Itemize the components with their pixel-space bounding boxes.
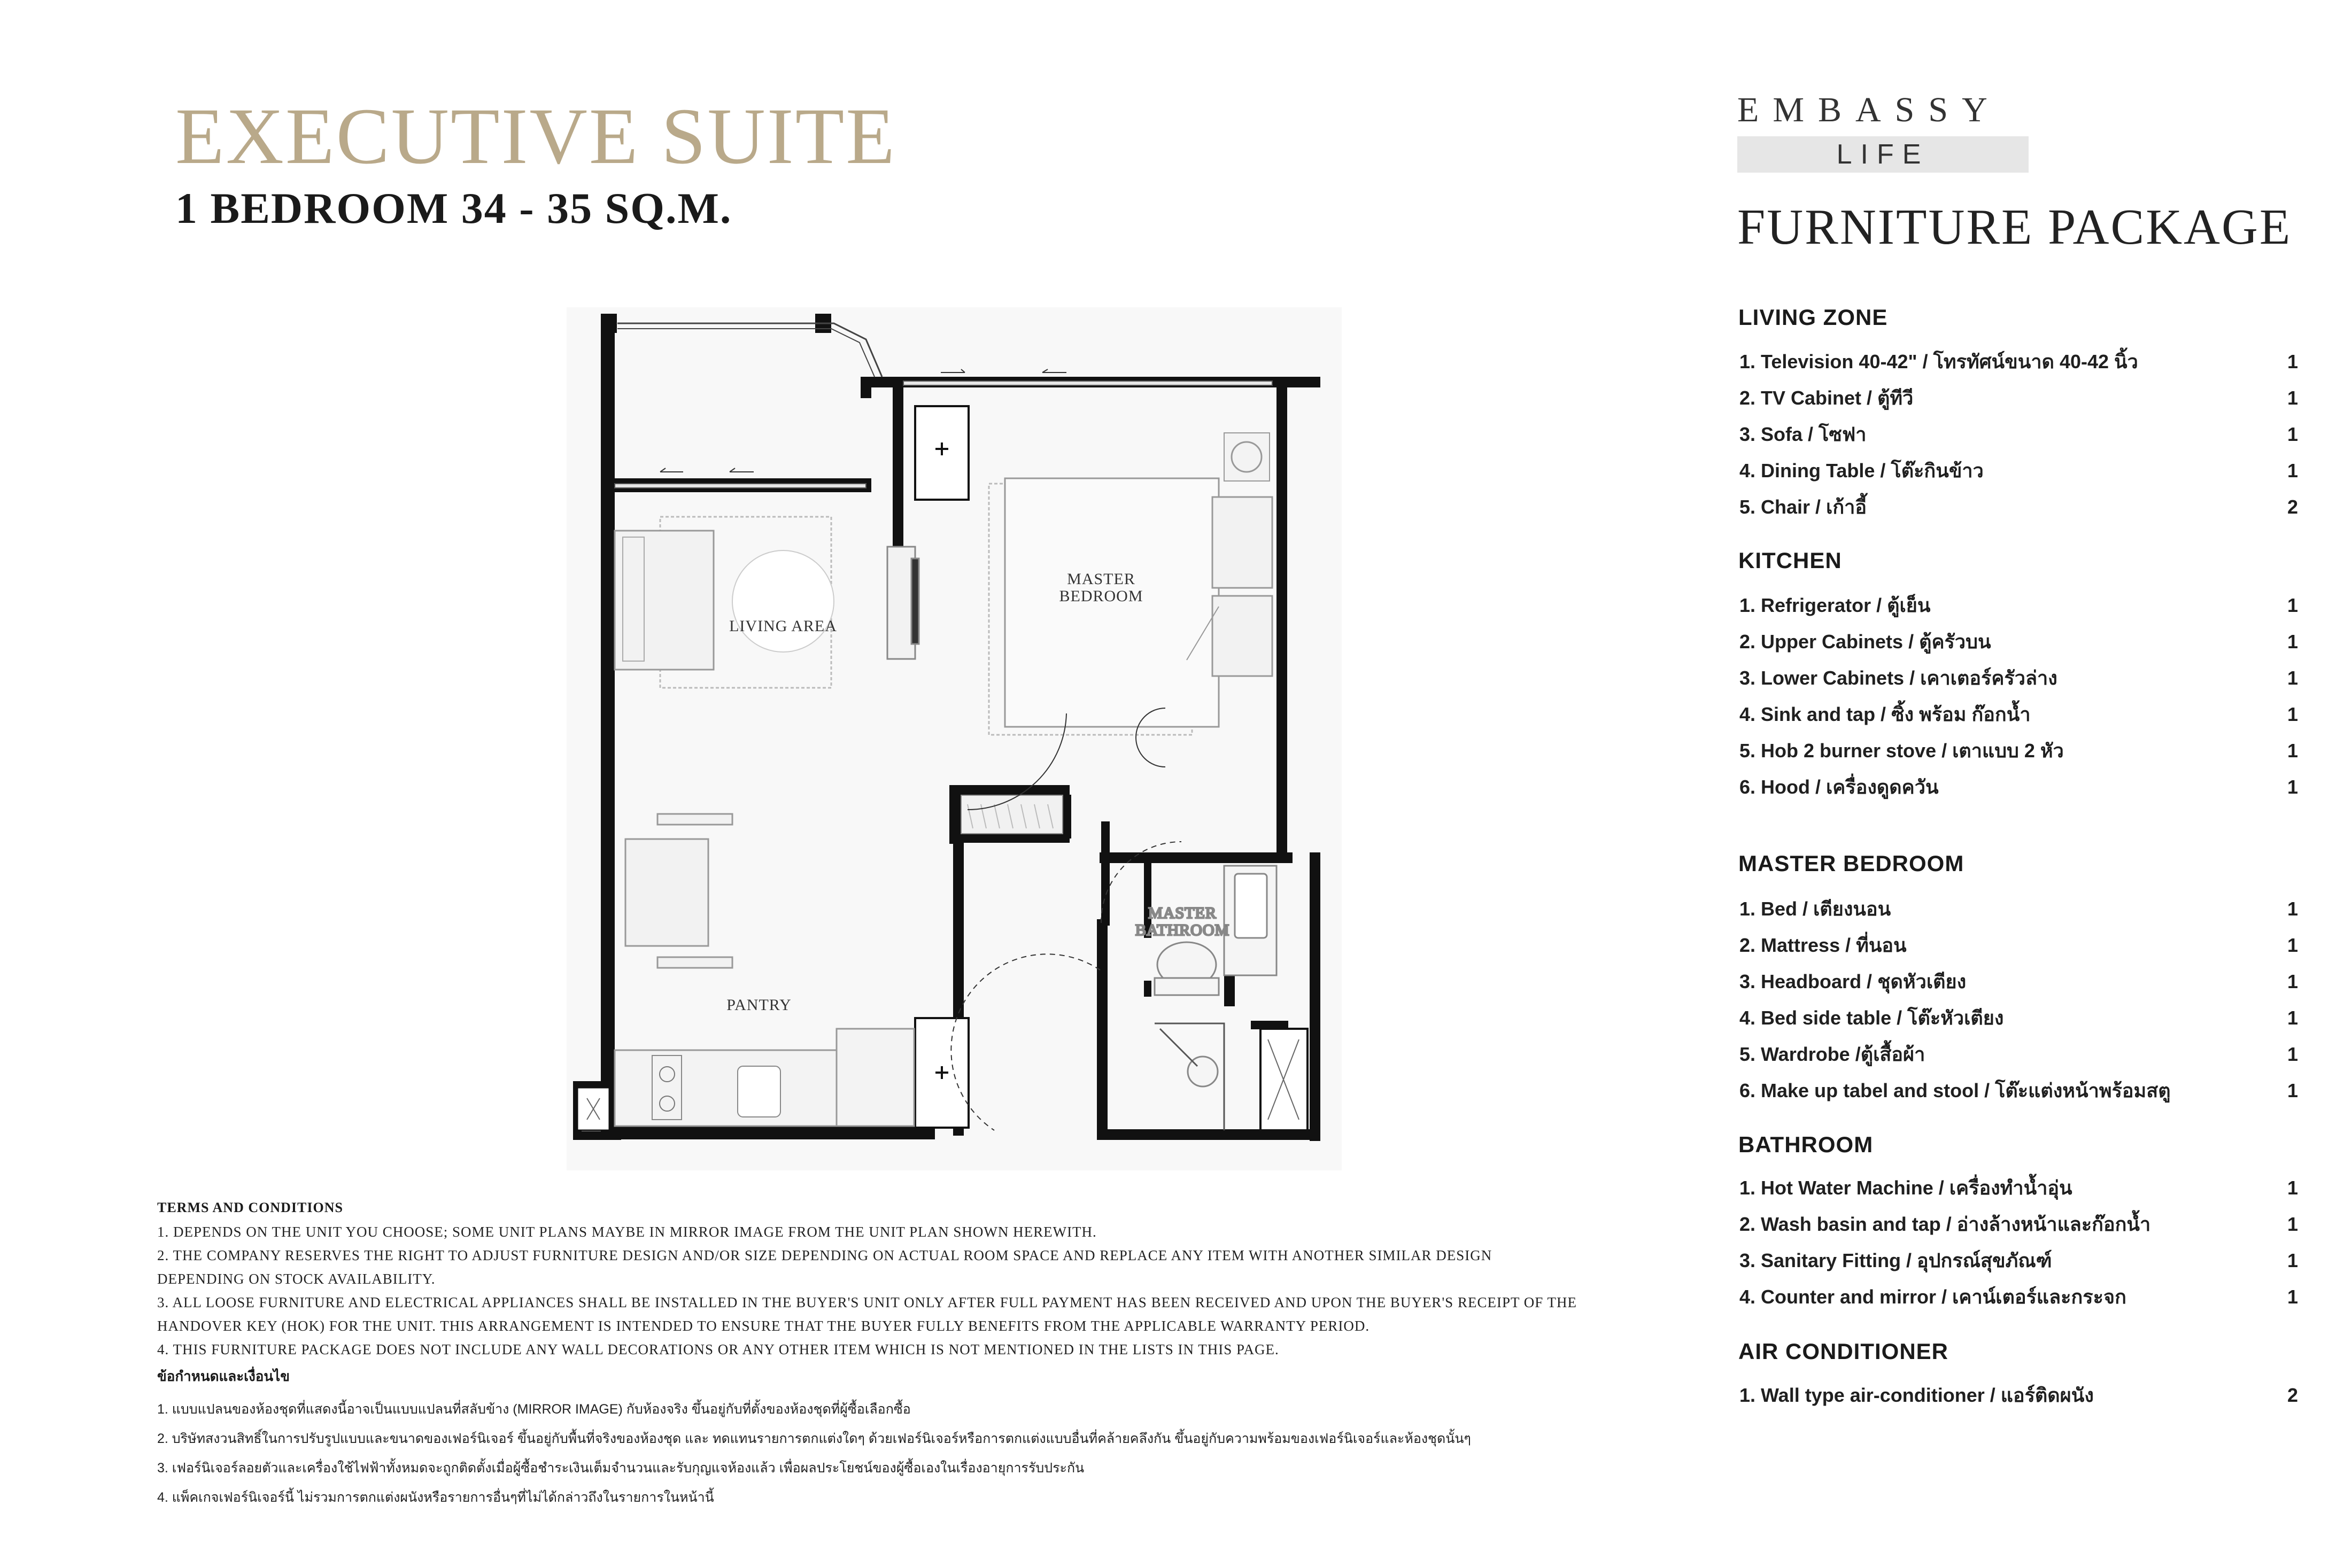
terms-line: HANDOVER KEY (HOK) FOR THE UNIT. THIS ARRANGEMENT IS INTENDED TO ENSURE THAT THE BUYER FULLY BENEFITS FROM THE APPLICABLE WARRANTY PERIOD. [157, 1318, 1370, 1334]
terms-title: TERMS AND CONDITIONS [157, 1200, 343, 1215]
master-bathroom-label-2: BATHROOM [1135, 921, 1230, 939]
item-label: 1. Refrigerator / ตู้เย็น [1739, 594, 1931, 616]
item-label: 1. Television 40-42" / โทรทัศน์ขนาด 40-42 นิ้ว [1739, 351, 2138, 372]
item-qty: 1 [2287, 594, 2298, 616]
item-label: 2. Mattress / ที่นอน [1739, 934, 1907, 956]
terms-thai-line: 4. แพ็คเกจเฟอร์นิเจอร์นี้ ไม่รวมการตกแต่งผนังหรือรายการอื่นๆที่ไม่ได้กล่าวถึงในรายการในหน้านี้ [157, 1490, 714, 1505]
item-qty: 1 [2287, 1080, 2298, 1101]
terms-thai-line: 2. บริษัทสงวนสิทธิ์ในการปรับรูปแบบและขนาดของเฟอร์นิเจอร์ ขึ้นอยู่กับพื้นที่จริงของห้องชุด และ ทดแทนรายการตกแต่งใดๆ ด้วยเฟอร์นิเจอร์หรือการตกแต่งแบบอื่นที่คล้ายคลึงกัน ขึ้นอยู่กับความพร้อมของเฟอร์นิเจอร์และห้องชุดนั้นๆ [157, 1431, 1471, 1446]
terms-line: DEPENDING ON STOCK AVAILABILITY. [157, 1271, 436, 1287]
item-qty: 1 [2287, 1043, 2298, 1065]
item-label: 3. Headboard / ชุดหัวเตียง [1739, 971, 1967, 992]
item-qty: 1 [2287, 1213, 2298, 1235]
floor-plan [567, 307, 1342, 1170]
terms-thai-title: ข้อกำหนดและเงื่อนไข [157, 1368, 290, 1384]
item-label: 1. Hot Water Machine / เครื่องทำน้ำอุ่น [1739, 1177, 2072, 1199]
list-item [1739, 774, 2298, 801]
list-item [1739, 1077, 2298, 1104]
list-item [1739, 628, 2298, 655]
terms-line: 3. ALL LOOSE FURNITURE AND ELECTRICAL APPLIANCES SHALL BE INSTALLED IN THE BUYER'S UNIT ONLY AFTER FULL PAYMENT HAS BEEN RECEIVED AND UPON THE BUYER'S RECEIPT OF THE [157, 1294, 1577, 1310]
list-item [1739, 1382, 2298, 1409]
terms-line: 1. DEPENDS ON THE UNIT YOU CHOOSE; SOME UNIT PLANS MAYBE IN MIRROR IMAGE FROM THE UNIT PLAN SHOWN HEREWITH. [157, 1224, 1097, 1240]
list-item [1739, 1211, 2298, 1238]
list-item [1739, 738, 2298, 764]
list-item [1739, 1247, 2298, 1274]
item-qty: 1 [2287, 460, 2298, 482]
item-label: 5. Chair / เก้าอี้ [1739, 496, 1867, 518]
item-label: 6. Hood / เครื่องดูดควัน [1739, 776, 1939, 798]
item-qty: 1 [2287, 1286, 2298, 1308]
list-item [1739, 932, 2298, 959]
zone-title-air-conditioner: AIR CONDITIONER [1738, 1339, 1948, 1364]
item-qty: 1 [2287, 1249, 2298, 1271]
terms-line: 2. THE COMPANY RESERVES THE RIGHT TO ADJUST FURNITURE DESIGN AND/OR SIZE DEPENDING ON ACTUAL ROOM SPACE AND REPLACE ANY ITEM WITH ANOTHER SIMILAR DESIGN [157, 1247, 1492, 1263]
tv-cabinet [887, 547, 919, 659]
list-item [1739, 968, 2298, 995]
item-qty: 1 [2287, 1007, 2298, 1029]
item-qty: 2 [2287, 1384, 2298, 1406]
brand-logo-sub: LIFE [1737, 136, 2029, 173]
item-qty: 1 [2287, 898, 2298, 920]
terms-thai-line: 1. แบบแปลนของห้องชุดที่แสดงนี้อาจเป็นแบบแปลนที่สลับข้าง (MIRROR IMAGE) กับห้องจริง ขึ้นอยู่กับที่ตั้งของห้องชุดที่ผู้ซื้อเลือกซื้อ [157, 1402, 911, 1417]
list-item [1739, 457, 2298, 484]
item-label: 1. Bed / เตียงนอน [1739, 898, 1891, 920]
zone-title-kitchen: KITCHEN [1738, 548, 1842, 573]
item-label: 3. Lower Cabinets / เคาเตอร์ครัวล่าง [1739, 667, 2057, 689]
terms-line: 4. THIS FURNITURE PACKAGE DOES NOT INCLUDE ANY WALL DECORATIONS OR ANY OTHER ITEM WHICH IS NOT MENTIONED IN THE LISTS IN THIS PAGE. [157, 1341, 1279, 1357]
brand-logo-wordmark: EMBASSY [1737, 90, 2001, 129]
item-qty: 1 [2287, 971, 2298, 992]
item-qty: 1 [2287, 423, 2298, 445]
zone-title-bathroom: BATHROOM [1738, 1132, 1874, 1157]
item-label: 4. Bed side table / โต๊ะหัวเตียง [1739, 1007, 2004, 1029]
item-label: 4. Counter and mirror / เคาน์เตอร์และกระจก [1739, 1286, 2126, 1308]
item-qty: 1 [2287, 387, 2298, 409]
zone-title-living: LIVING ZONE [1738, 305, 1888, 330]
item-label: 2. TV Cabinet / ตู้ทีวี [1739, 387, 1914, 409]
item-label: 6. Make up tabel and stool / โต๊ะแต่งหน้าพร้อมสตู [1739, 1080, 2171, 1101]
list-item [1739, 896, 2298, 922]
item-label: 2. Upper Cabinets / ตู้ครัวบน [1739, 631, 1991, 653]
item-label: 5. Hob 2 burner stove / เตาแบบ 2 หัว [1739, 740, 2064, 762]
living-area-label: LIVING AREA [729, 617, 837, 635]
list-item [1739, 1041, 2298, 1068]
zone-title-master-bedroom: MASTER BEDROOM [1738, 851, 1964, 876]
list-item [1739, 348, 2298, 375]
list-item [1739, 665, 2298, 692]
item-qty: 1 [2287, 934, 2298, 956]
item-qty: 1 [2287, 351, 2298, 372]
master-bedroom-label-1: MASTER [1067, 570, 1135, 588]
list-item [1739, 385, 2298, 412]
item-qty: 2 [2287, 496, 2298, 518]
item-qty: 1 [2287, 1177, 2298, 1199]
terms-and-conditions [157, 1200, 1654, 1512]
page-title: EXECUTIVE SUITE [175, 92, 896, 181]
unit-size-subtitle: 1 BEDROOM 34 - 35 SQ.M. [175, 184, 732, 232]
list-item [1739, 494, 2298, 521]
item-label: 3. Sofa / โซฟา [1739, 423, 1867, 445]
pantry-label: PANTRY [726, 996, 792, 1014]
master-bedroom-label-2: BEDROOM [1059, 587, 1143, 605]
master-bathroom-label-1: MASTER [1148, 904, 1217, 922]
list-item [1739, 701, 2298, 728]
item-qty: 1 [2287, 740, 2298, 762]
item-qty: 1 [2287, 776, 2298, 798]
list-item [1739, 1284, 2298, 1310]
item-qty: 1 [2287, 667, 2298, 689]
list-item [1739, 1175, 2298, 1201]
item-qty: 1 [2287, 703, 2298, 725]
item-label: 4. Dining Table / โต๊ะกินข้าว [1739, 460, 1984, 482]
list-item [1739, 421, 2298, 448]
item-label: 5. Wardrobe /ตู้เสื้อผ้า [1739, 1043, 1925, 1065]
item-label: 1. Wall type air-conditioner / แอร์ติดผนัง [1739, 1384, 2094, 1406]
item-label: 4. Sink and tap / ซิ้ง พร้อม ก๊อกน้ำ [1739, 703, 2031, 725]
item-label: 2. Wash basin and tap / อ่างล้างหน้าและก๊อกน้ำ [1739, 1213, 2151, 1235]
wardrobe [961, 795, 1063, 834]
list-item [1739, 1005, 2298, 1031]
furniture-package-title: FURNITURE PACKAGE [1737, 199, 2292, 255]
item-qty: 1 [2287, 631, 2298, 653]
terms-thai-line: 3. เฟอร์นิเจอร์ลอยตัวและเครื่องใช้ไฟฟ้าทั้งหมดจะถูกติดตั้งเมื่อผู้ซื้อชำระเงินเต็มจำนวนและรับกุญแจห้องแล้ว เพื่อผลประโยชน์ของผู้ซื้อเองในเรื่องอายุการรับประกัน [157, 1461, 1085, 1476]
item-label: 3. Sanitary Fitting / อุปกรณ์สุขภัณฑ์ [1739, 1249, 2052, 1271]
list-item [1739, 592, 2298, 619]
